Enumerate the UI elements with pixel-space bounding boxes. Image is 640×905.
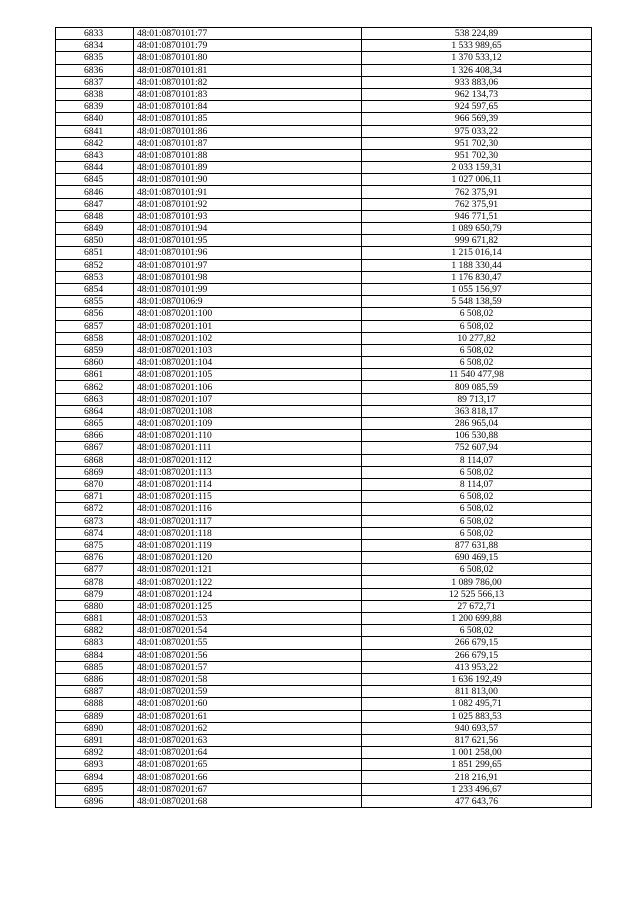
cadastral-number-cell: 48:01:0870101:86 [134,125,362,137]
cadastral-number-cell: 48:01:0870201:117 [134,515,362,527]
table-row [56,515,592,527]
row-number-cell: 6891 [56,734,134,746]
table-row [56,332,592,344]
row-number-cell: 6867 [56,442,134,454]
cadastral-number-cell: 48:01:0870101:84 [134,101,362,113]
cadastral-value-cell: 12 525 566,13 [362,588,592,600]
cadastral-number-cell: 48:01:0870101:88 [134,149,362,161]
cadastral-number-cell: 48:01:0870201:66 [134,771,362,783]
row-number-cell: 6868 [56,454,134,466]
cadastral-value-cell: 6 508,02 [362,503,592,515]
cadastral-value-cell: 11 540 477,98 [362,369,592,381]
cadastral-number-cell: 48:01:0870201:58 [134,673,362,685]
table-row [56,174,592,186]
table-row [56,430,592,442]
cadastral-value-cell: 1 001 258,00 [362,747,592,759]
row-number-cell: 6879 [56,588,134,600]
cadastral-value-cell: 286 965,04 [362,418,592,430]
row-number-cell: 6858 [56,332,134,344]
row-number-cell: 6859 [56,344,134,356]
cadastral-number-cell: 48:01:0870101:99 [134,283,362,295]
table-row [56,710,592,722]
row-number-cell: 6893 [56,759,134,771]
cadastral-value-cell: 877 631,88 [362,539,592,551]
cadastral-value-cell: 1 326 408,34 [362,64,592,76]
table-row [56,283,592,295]
cadastral-value-cell: 1 027 006,11 [362,174,592,186]
cadastral-number-cell: 48:01:0870201:62 [134,722,362,734]
table-row [56,186,592,198]
table-row [56,503,592,515]
row-number-cell: 6885 [56,661,134,673]
row-number-cell: 6855 [56,296,134,308]
row-number-cell: 6850 [56,235,134,247]
cadastral-value-cell: 811 813,00 [362,686,592,698]
table-row [56,747,592,759]
row-number-cell: 6876 [56,552,134,564]
cadastral-value-cell: 946 771,51 [362,210,592,222]
cadastral-number-cell: 48:01:0870201:107 [134,393,362,405]
cadastral-value-cell: 6 508,02 [362,466,592,478]
cadastral-number-cell: 48:01:0870201:60 [134,698,362,710]
cadastral-value-cell: 1 089 650,79 [362,223,592,235]
row-number-cell: 6888 [56,698,134,710]
cadastral-number-cell: 48:01:0870201:122 [134,576,362,588]
row-number-cell: 6835 [56,52,134,64]
row-number-cell: 6869 [56,466,134,478]
table-row [56,308,592,320]
row-number-cell: 6840 [56,113,134,125]
cadastral-value-cell: 8 114,07 [362,454,592,466]
cadastral-number-cell: 48:01:0870201:121 [134,564,362,576]
row-number-cell: 6894 [56,771,134,783]
cadastral-number-cell: 48:01:0870201:55 [134,637,362,649]
cadastral-number-cell: 48:01:0870201:115 [134,491,362,503]
cadastral-value-cell: 817 621,56 [362,734,592,746]
cadastral-number-cell: 48:01:0870201:57 [134,661,362,673]
row-number-cell: 6862 [56,381,134,393]
cadastral-number-cell: 48:01:0870201:118 [134,527,362,539]
cadastral-value-cell: 809 085,59 [362,381,592,393]
cadastral-value-cell: 6 508,02 [362,491,592,503]
row-number-cell: 6836 [56,64,134,76]
cadastral-number-cell: 48:01:0870201:64 [134,747,362,759]
cadastral-value-cell: 1 200 699,88 [362,613,592,625]
table-row [56,698,592,710]
table-row [56,198,592,210]
table-row [56,393,592,405]
cadastral-value-cell: 762 375,91 [362,186,592,198]
cadastral-number-cell: 48:01:0870201:109 [134,418,362,430]
cadastral-value-cell: 6 508,02 [362,344,592,356]
cadastral-number-cell: 48:01:0870201:108 [134,405,362,417]
row-number-cell: 6882 [56,625,134,637]
cadastral-number-cell: 48:01:0870101:81 [134,64,362,76]
row-number-cell: 6839 [56,101,134,113]
table-row [56,649,592,661]
row-number-cell: 6864 [56,405,134,417]
table-row [56,783,592,795]
row-number-cell: 6838 [56,88,134,100]
row-number-cell: 6871 [56,491,134,503]
cadastral-value-cell: 924 597,65 [362,101,592,113]
cadastral-number-cell: 48:01:0870201:120 [134,552,362,564]
cadastral-value-cell: 966 569,39 [362,113,592,125]
row-number-cell: 6890 [56,722,134,734]
table-row [56,418,592,430]
row-number-cell: 6860 [56,357,134,369]
row-number-cell: 6844 [56,162,134,174]
cadastral-value-cell: 690 469,15 [362,552,592,564]
row-number-cell: 6846 [56,186,134,198]
cadastral-value-cell: 2 033 159,31 [362,162,592,174]
cadastral-number-cell: 48:01:0870101:93 [134,210,362,222]
table-row [56,539,592,551]
row-number-cell: 6872 [56,503,134,515]
cadastral-number-cell: 48:01:0870201:61 [134,710,362,722]
row-number-cell: 6892 [56,747,134,759]
table-row [56,686,592,698]
cadastral-value-cell: 6 508,02 [362,320,592,332]
cadastral-number-cell: 48:01:0870101:87 [134,137,362,149]
cadastral-number-cell: 48:01:0870101:91 [134,186,362,198]
table-row [56,759,592,771]
row-number-cell: 6848 [56,210,134,222]
table-row [56,223,592,235]
cadastral-number-cell: 48:01:0870101:98 [134,271,362,283]
row-number-cell: 6884 [56,649,134,661]
cadastral-value-cell: 1 533 989,65 [362,40,592,52]
cadastral-value-cell: 1 215 016,14 [362,247,592,259]
table-row [56,771,592,783]
cadastral-number-cell: 48:01:0870201:106 [134,381,362,393]
row-number-cell: 6865 [56,418,134,430]
table-row [56,369,592,381]
cadastral-number-cell: 48:01:0870101:92 [134,198,362,210]
table-row [56,259,592,271]
table-row [56,673,592,685]
row-number-cell: 6834 [56,40,134,52]
row-number-cell: 6851 [56,247,134,259]
cadastral-number-cell: 48:01:0870201:63 [134,734,362,746]
row-number-cell: 6847 [56,198,134,210]
cadastral-number-cell: 48:01:0870201:59 [134,686,362,698]
row-number-cell: 6853 [56,271,134,283]
cadastral-value-cell: 962 134,73 [362,88,592,100]
cadastral-number-cell: 48:01:0870201:53 [134,613,362,625]
row-number-cell: 6889 [56,710,134,722]
cadastral-number-cell: 48:01:0870201:103 [134,344,362,356]
table-row [56,527,592,539]
table-row [56,64,592,76]
table-row [56,125,592,137]
cadastral-value-cell: 89 713,17 [362,393,592,405]
row-number-cell: 6852 [56,259,134,271]
cadastral-value-cell: 1 851 299,65 [362,759,592,771]
row-number-cell: 6841 [56,125,134,137]
row-number-cell: 6875 [56,539,134,551]
cadastral-number-cell: 48:01:0870201:119 [134,539,362,551]
cadastral-value-cell: 538 224,89 [362,28,592,40]
table-row [56,101,592,113]
cadastral-number-cell: 48:01:0870201:111 [134,442,362,454]
table-row [56,296,592,308]
table-row [56,491,592,503]
table-row [56,405,592,417]
cadastral-number-cell: 48:01:0870201:65 [134,759,362,771]
cadastral-value-cell: 266 679,15 [362,649,592,661]
row-number-cell: 6837 [56,76,134,88]
table-row [56,28,592,40]
table-row [56,625,592,637]
row-number-cell: 6886 [56,673,134,685]
row-number-cell: 6842 [56,137,134,149]
table-body [56,28,592,808]
cadastral-number-cell: 48:01:0870201:67 [134,783,362,795]
cadastral-number-cell: 48:01:0870101:89 [134,162,362,174]
table-row [56,357,592,369]
cadastral-number-cell: 48:01:0870101:79 [134,40,362,52]
cadastral-value-cell: 6 508,02 [362,515,592,527]
cadastral-number-cell: 48:01:0870201:124 [134,588,362,600]
table-row [56,88,592,100]
row-number-cell: 6877 [56,564,134,576]
cadastral-value-cell: 1 188 330,44 [362,259,592,271]
cadastral-number-cell: 48:01:0870201:110 [134,430,362,442]
cadastral-value-cell: 6 508,02 [362,357,592,369]
table-row [56,113,592,125]
cadastral-value-cell: 1 636 192,49 [362,673,592,685]
table-row [56,52,592,64]
row-number-cell: 6843 [56,149,134,161]
table-row [56,137,592,149]
cadastral-number-cell: 48:01:0870101:95 [134,235,362,247]
table-row [56,162,592,174]
table-row [56,381,592,393]
row-number-cell: 6896 [56,795,134,807]
row-number-cell: 6857 [56,320,134,332]
table-row [56,722,592,734]
row-number-cell: 6873 [56,515,134,527]
cadastral-number-cell: 48:01:0870201:112 [134,454,362,466]
cadastral-value-cell: 10 277,82 [362,332,592,344]
cadastral-number-cell: 48:01:0870201:100 [134,308,362,320]
row-number-cell: 6870 [56,478,134,490]
cadastral-number-cell: 48:01:0870106:9 [134,296,362,308]
cadastral-value-cell: 106 530,88 [362,430,592,442]
table-row [56,344,592,356]
table-row [56,600,592,612]
cadastral-value-cell: 27 672,71 [362,600,592,612]
cadastral-number-cell: 48:01:0870101:94 [134,223,362,235]
table-row [56,637,592,649]
cadastral-value-cell: 951 702,30 [362,149,592,161]
table-row [56,564,592,576]
cadastral-value-cell: 999 671,82 [362,235,592,247]
cadastral-number-cell: 48:01:0870201:114 [134,478,362,490]
row-number-cell: 6887 [56,686,134,698]
row-number-cell: 6874 [56,527,134,539]
table-row [56,320,592,332]
cadastral-value-cell: 762 375,91 [362,198,592,210]
cadastral-number-cell: 48:01:0870201:102 [134,332,362,344]
row-number-cell: 6881 [56,613,134,625]
cadastral-number-cell: 48:01:0870101:82 [134,76,362,88]
table-row [56,247,592,259]
cadastral-value-cell: 1 233 496,67 [362,783,592,795]
table-row [56,442,592,454]
table-row [56,149,592,161]
table-row [56,795,592,807]
cadastral-value-cell: 363 818,17 [362,405,592,417]
row-number-cell: 6883 [56,637,134,649]
cadastral-number-cell: 48:01:0870101:77 [134,28,362,40]
cadastral-number-cell: 48:01:0870201:116 [134,503,362,515]
cadastral-value-cell: 477 643,76 [362,795,592,807]
cadastral-number-cell: 48:01:0870201:104 [134,357,362,369]
row-number-cell: 6895 [56,783,134,795]
cadastral-value-cell: 1 082 495,71 [362,698,592,710]
row-number-cell: 6866 [56,430,134,442]
cadastral-number-cell: 48:01:0870101:90 [134,174,362,186]
cadastral-value-cell: 933 883,06 [362,76,592,88]
table-row [56,734,592,746]
cadastral-value-cell: 6 508,02 [362,308,592,320]
table-row [56,576,592,588]
cadastral-value-cell: 218 216,91 [362,771,592,783]
cadastral-number-cell: 48:01:0870201:101 [134,320,362,332]
table-row [56,478,592,490]
cadastral-number-cell: 48:01:0870201:68 [134,795,362,807]
row-number-cell: 6849 [56,223,134,235]
row-number-cell: 6863 [56,393,134,405]
table-row [56,210,592,222]
table-row [56,613,592,625]
table-row [56,552,592,564]
cadastral-value-cell: 752 607,94 [362,442,592,454]
cadastral-value-cell: 1 176 830,47 [362,271,592,283]
cadastral-value-cell: 951 702,30 [362,137,592,149]
cadastral-value-cell: 6 508,02 [362,625,592,637]
table-row [56,235,592,247]
cadastral-value-cell: 1 055 156,97 [362,283,592,295]
cadastral-number-cell: 48:01:0870101:80 [134,52,362,64]
row-number-cell: 6845 [56,174,134,186]
cadastral-value-cell: 266 679,15 [362,637,592,649]
cadastral-number-cell: 48:01:0870201:125 [134,600,362,612]
cadastral-number-cell: 48:01:0870101:97 [134,259,362,271]
cadastral-number-cell: 48:01:0870201:105 [134,369,362,381]
row-number-cell: 6854 [56,283,134,295]
table-row [56,588,592,600]
cadastral-number-cell: 48:01:0870201:113 [134,466,362,478]
row-number-cell: 6878 [56,576,134,588]
cadastral-value-cell: 413 953,22 [362,661,592,673]
cadastral-value-cell: 6 508,02 [362,564,592,576]
table-row [56,466,592,478]
table-row [56,271,592,283]
cadastral-value-table [55,27,592,808]
cadastral-number-cell: 48:01:0870201:56 [134,649,362,661]
cadastral-number-cell: 48:01:0870101:85 [134,113,362,125]
cadastral-value-cell: 6 508,02 [362,527,592,539]
row-number-cell: 6880 [56,600,134,612]
row-number-cell: 6833 [56,28,134,40]
cadastral-value-cell: 8 114,07 [362,478,592,490]
cadastral-value-cell: 975 033,22 [362,125,592,137]
table-row [56,661,592,673]
cadastral-value-cell: 1 025 883,53 [362,710,592,722]
table-row [56,76,592,88]
table-row [56,454,592,466]
table-row [56,40,592,52]
row-number-cell: 6856 [56,308,134,320]
cadastral-value-cell: 1 089 786,00 [362,576,592,588]
cadastral-value-cell: 1 370 533,12 [362,52,592,64]
cadastral-value-cell: 5 548 138,59 [362,296,592,308]
cadastral-number-cell: 48:01:0870101:96 [134,247,362,259]
cadastral-number-cell: 48:01:0870201:54 [134,625,362,637]
cadastral-number-cell: 48:01:0870101:83 [134,88,362,100]
cadastral-value-cell: 940 693,57 [362,722,592,734]
row-number-cell: 6861 [56,369,134,381]
